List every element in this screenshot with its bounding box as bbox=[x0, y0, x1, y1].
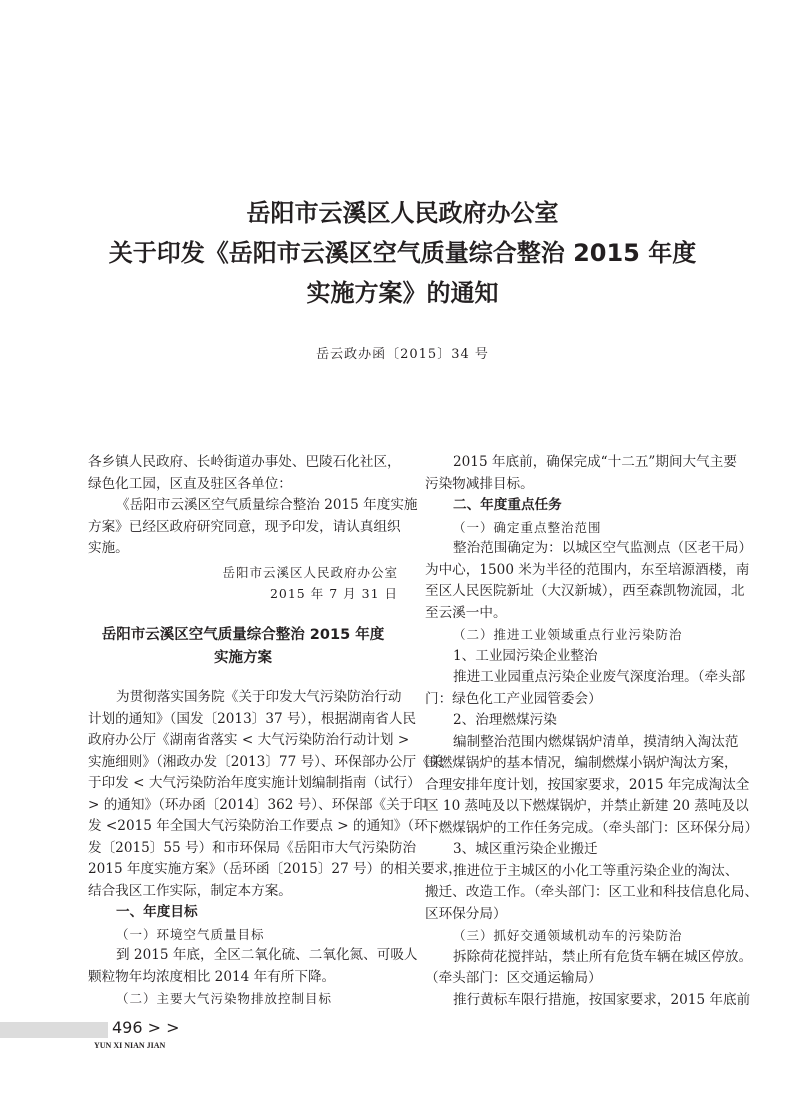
text-line: 岳阳市云溪区人民政府办公室 bbox=[222, 564, 398, 580]
text-line: （二）主要大气污染物排放控制目标 bbox=[116, 991, 333, 1006]
text-line: （三）抓好交通领域机动车的污染防治 bbox=[453, 928, 683, 943]
text-line: 2015 年度实施方案》（岳环函〔2015〕27 号）的相关要求， bbox=[88, 861, 462, 877]
text-line: 实施。 bbox=[88, 540, 129, 556]
text-line: 搬迁、改造工作。（牵头部门：区工业和科技信息化局、 bbox=[425, 884, 759, 900]
text-line: 至云溪一中。 bbox=[425, 604, 507, 621]
left-intro-block bbox=[88, 452, 418, 605]
text-line: 下燃煤锅炉的工作任务完成。（牵头部门：区环保分局） bbox=[425, 819, 759, 836]
plan-heading-line: 实施方案 bbox=[214, 650, 272, 666]
plan-heading-line: 岳阳市云溪区空气质量综合整治 2015 年度 bbox=[101, 627, 385, 643]
left-body-column bbox=[88, 687, 462, 1010]
publication-name: YUN XI NIAN JIAN bbox=[94, 1041, 166, 1050]
text-line: 为中心，1500 米为半径的范围内，东至培源酒楼，南 bbox=[425, 561, 750, 578]
page-number: 496 > > bbox=[112, 1018, 180, 1037]
text-line: （一）确定重点整治范围 bbox=[453, 519, 602, 535]
text-line: 2015 年底前，确保完成“十二五”期间大气主要 bbox=[453, 454, 737, 470]
document-number: 岳云政办函〔2015〕34 号 bbox=[316, 347, 489, 362]
plan-heading bbox=[88, 624, 398, 670]
text-line: 编制整治范围内燃煤锅炉清单，摸清纳入淘汰范 bbox=[453, 733, 739, 750]
text-line: （一）环境空气质量目标 bbox=[116, 926, 265, 942]
text-line: 发〔2015〕55 号）和市环保局《岳阳市大气污染防治 bbox=[88, 839, 417, 856]
text-line: > 的通知》（环办函〔2014〕362 号）、环保部《关于印 bbox=[88, 796, 427, 813]
text-line: 2015 年 7 月 31 日 bbox=[269, 586, 398, 601]
text-line: 为贯彻落实国务院《关于印发大气污染防治行动 bbox=[116, 689, 402, 705]
text-line: 3、城区重污染企业搬迁 bbox=[453, 841, 598, 857]
text-line: 区环保分局） bbox=[425, 905, 507, 922]
text-line: 推进位于主城区的小化工等重污染企业的淘汰、 bbox=[453, 862, 739, 879]
text-line: 1、工业园污染企业整治 bbox=[453, 647, 598, 664]
text-line: 至区人民医院新址（大汉新城），西至森凯物流园，北 bbox=[425, 583, 745, 599]
text-line: 推进工业园重点污染企业废气深度治理。（牵头部 bbox=[453, 669, 746, 685]
text-line: 污染物减排目标。 bbox=[425, 475, 534, 492]
text-line: 绿色化工园，区直及驻区各单位： bbox=[88, 475, 292, 492]
text-line: 颗粒物年均浓度相比 2014 年有所下降。 bbox=[88, 968, 336, 985]
text-line: 门：绿色化工产业园管委会） bbox=[425, 690, 602, 707]
text-line: 合理安排年度计划，按国家要求，2015 年完成淘汰全 bbox=[425, 776, 750, 793]
text-line: 区 10 蒸吨及以下燃煤锅炉，并禁止新建 20 蒸吨及以 bbox=[425, 798, 749, 814]
text-line: 方案》已经区政府研究同意，现予印发，请认真组织 bbox=[88, 518, 401, 535]
text-line: 拆除荷花搅拌站，禁止所有危货车辆在城区停放。 bbox=[453, 948, 753, 965]
text-line: 一、年度目标 bbox=[116, 904, 198, 920]
text-line: 二、年度重点任务 bbox=[453, 497, 562, 513]
text-line: 发 <2015 年全国大气污染防治工作要点 > 的通知》（环 bbox=[88, 818, 428, 834]
document-title bbox=[0, 193, 805, 313]
title-line: 关于印发《岳阳市云溪区空气质量综合整治 2015 年度 bbox=[108, 239, 697, 267]
text-line: 整治范围确定为：以城区空气监测点（区老干局） bbox=[453, 540, 753, 556]
text-line: 推行黄标车限行措施，按国家要求，2015 年底前 bbox=[453, 991, 751, 1008]
text-line: 结合我区工作实际，制定本方案。 bbox=[88, 882, 292, 899]
text-line: 于印发 < 大气污染防治年度实施计划编制指南（试行） bbox=[88, 775, 421, 791]
text-line: （牵头部门：区交通运输局） bbox=[425, 970, 602, 986]
text-line: 实施细则》（湘政办发〔2013〕77 号）、环保部办公厅《关 bbox=[88, 753, 444, 770]
right-body-column bbox=[425, 452, 759, 1011]
text-line: 各乡镇人民政府、长岭街道办事处、巴陵石化社区， bbox=[88, 454, 401, 470]
footer-bar bbox=[0, 1022, 108, 1038]
title-line: 岳阳市云溪区人民政府办公室 bbox=[246, 199, 559, 227]
text-line: 2、治理燃煤污染 bbox=[453, 712, 557, 728]
text-line: 计划的通知》（国发〔2013〕37 号），根据湖南省人民 bbox=[88, 710, 417, 727]
text-line: 到 2015 年底，全区二氧化硫、二氧化氮、可吸人 bbox=[116, 947, 418, 963]
title-line: 实施方案》的通知 bbox=[306, 279, 499, 307]
text-line: 《岳阳市云溪区空气质量综合整治 2015 年度实施 bbox=[116, 497, 418, 513]
text-line: 政府办公厅《湖南省落实 < 大气污染防治行动计划 > bbox=[88, 732, 410, 748]
text-line: （二）推进工业领域重点行业污染防治 bbox=[453, 627, 683, 642]
text-line: 围燃煤锅炉的基本情况，编制燃煤小锅炉淘汰方案， bbox=[425, 755, 738, 771]
